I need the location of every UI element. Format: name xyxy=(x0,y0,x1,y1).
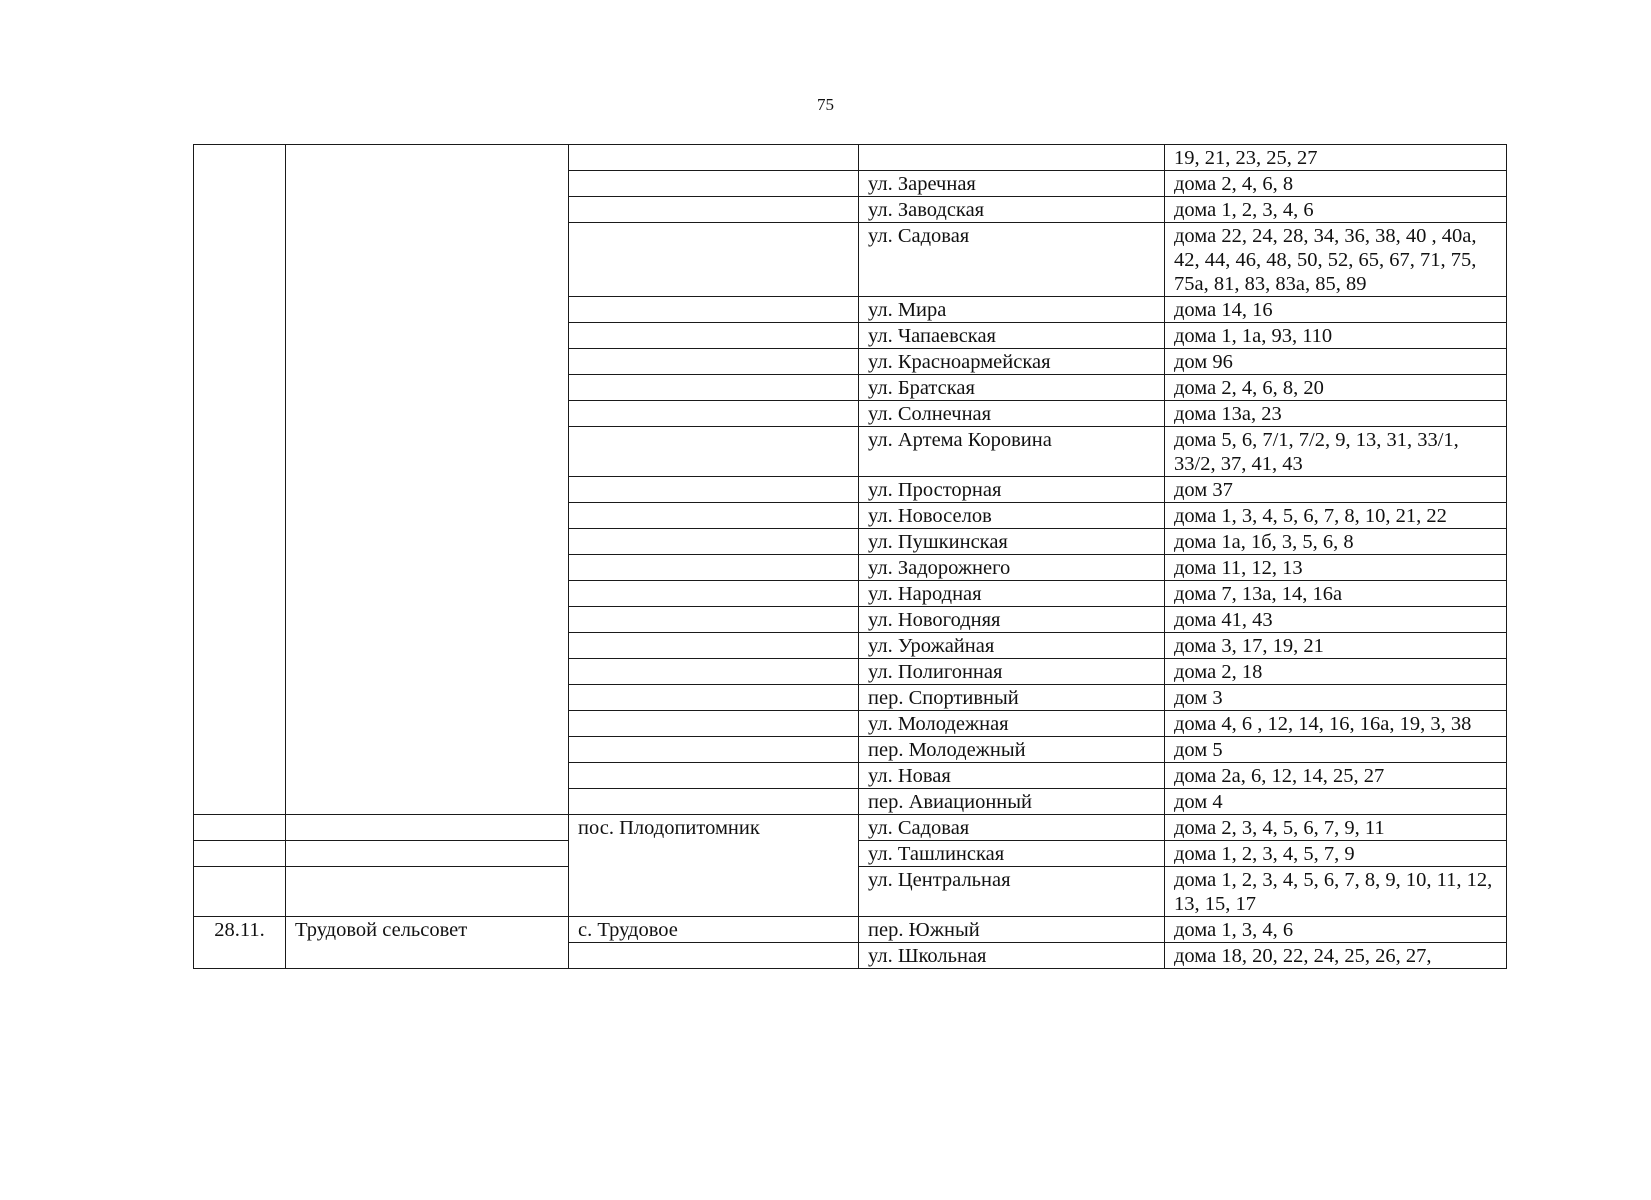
number-cell: 28.11. xyxy=(194,917,286,969)
houses-cell: дома 1, 3, 4, 5, 6, 7, 8, 10, 21, 22 xyxy=(1165,503,1507,529)
settlement-cell-empty xyxy=(569,555,859,581)
street-cell: ул. Заречная xyxy=(859,171,1165,197)
houses-cell: дома 41, 43 xyxy=(1165,607,1507,633)
settlement-cell-empty xyxy=(569,529,859,555)
settlement-cell-empty xyxy=(569,789,859,815)
street-cell: ул. Садовая xyxy=(859,223,1165,297)
settlement-cell-empty xyxy=(569,171,859,197)
houses-cell: дома 1, 2, 3, 4, 5, 6, 7, 8, 9, 10, 11, 12, 13, 15, 17 xyxy=(1165,867,1507,917)
houses-cell: дом 3 xyxy=(1165,685,1507,711)
settlement-cell-empty xyxy=(569,145,859,171)
street-cell: ул. Молодежная xyxy=(859,711,1165,737)
number-cell-empty xyxy=(194,145,286,815)
street-cell: ул. Красноармейская xyxy=(859,349,1165,375)
table-row xyxy=(194,815,1507,841)
settlement-cell-empty xyxy=(569,943,859,969)
council-cell-empty xyxy=(286,145,569,815)
street-cell: ул. Школьная xyxy=(859,943,1165,969)
council-cell-empty xyxy=(286,841,569,867)
houses-cell: дом 5 xyxy=(1165,737,1507,763)
houses-cell: дом 4 xyxy=(1165,789,1507,815)
settlement-cell-empty xyxy=(569,711,859,737)
houses-cell: дома 1, 1а, 93, 110 xyxy=(1165,323,1507,349)
council-cell-empty xyxy=(286,815,569,841)
street-cell: ул. Задорожнего xyxy=(859,555,1165,581)
street-cell: ул. Садовая xyxy=(859,815,1165,841)
council-cell: Трудовой сельсовет xyxy=(286,917,569,969)
street-cell: ул. Просторная xyxy=(859,477,1165,503)
street-cell: ул. Ташлинская xyxy=(859,841,1165,867)
settlement-cell-empty xyxy=(569,503,859,529)
houses-cell: дома 13а, 23 xyxy=(1165,401,1507,427)
houses-cell: дома 2, 18 xyxy=(1165,659,1507,685)
houses-cell: дома 1а, 1б, 3, 5, 6, 8 xyxy=(1165,529,1507,555)
street-cell: ул. Братская xyxy=(859,375,1165,401)
settlement-cell: пос. Плодопитомник xyxy=(569,815,859,917)
houses-cell: дома 11, 12, 13 xyxy=(1165,555,1507,581)
street-cell: ул. Пушкинская xyxy=(859,529,1165,555)
houses-cell: дома 1, 2, 3, 4, 6 xyxy=(1165,197,1507,223)
table-body xyxy=(194,145,1507,969)
settlement-cell-empty xyxy=(569,223,859,297)
settlement-cell-empty xyxy=(569,659,859,685)
houses-cell: дома 2а, 6, 12, 14, 25, 27 xyxy=(1165,763,1507,789)
settlement-cell-empty xyxy=(569,607,859,633)
table-row xyxy=(194,917,1507,943)
street-cell: ул. Солнечная xyxy=(859,401,1165,427)
number-cell-empty xyxy=(194,841,286,867)
settlement-cell-empty xyxy=(569,197,859,223)
street-cell: ул. Мира xyxy=(859,297,1165,323)
street-cell: ул. Народная xyxy=(859,581,1165,607)
street-cell xyxy=(859,145,1165,171)
settlement-cell-empty xyxy=(569,633,859,659)
houses-cell: дома 2, 4, 6, 8, 20 xyxy=(1165,375,1507,401)
houses-cell: дома 2, 3, 4, 5, 6, 7, 9, 11 xyxy=(1165,815,1507,841)
street-cell: ул. Новая xyxy=(859,763,1165,789)
houses-cell: дома 2, 4, 6, 8 xyxy=(1165,171,1507,197)
houses-cell: дома 22, 24, 28, 34, 36, 38, 40 , 40а, 42, 44, 46, 48, 50, 52, 65, 67, 71, 75, 75а, 81, 83, 83а, 85, 89 xyxy=(1165,223,1507,297)
houses-cell: дома 1, 2, 3, 4, 5, 7, 9 xyxy=(1165,841,1507,867)
houses-cell: дом 96 xyxy=(1165,349,1507,375)
address-table xyxy=(193,144,1507,969)
houses-cell: дома 4, 6 , 12, 14, 16, 16а, 19, 3, 38 xyxy=(1165,711,1507,737)
street-cell: ул. Артема Коровина xyxy=(859,427,1165,477)
settlement-cell-empty xyxy=(569,349,859,375)
settlement-cell: с. Трудовое xyxy=(569,917,859,943)
council-cell-empty xyxy=(286,867,569,917)
street-cell: пер. Молодежный xyxy=(859,737,1165,763)
street-cell: ул. Чапаевская xyxy=(859,323,1165,349)
street-cell: пер. Спортивный xyxy=(859,685,1165,711)
houses-cell: дома 3, 17, 19, 21 xyxy=(1165,633,1507,659)
street-cell: ул. Новоселов xyxy=(859,503,1165,529)
settlement-cell-empty xyxy=(569,323,859,349)
settlement-cell-empty xyxy=(569,763,859,789)
houses-cell: дом 37 xyxy=(1165,477,1507,503)
table-row xyxy=(194,145,1507,171)
settlement-cell-empty xyxy=(569,297,859,323)
street-cell: ул. Урожайная xyxy=(859,633,1165,659)
settlement-cell-empty xyxy=(569,477,859,503)
street-cell: ул. Центральная xyxy=(859,867,1165,917)
street-cell: пер. Авиационный xyxy=(859,789,1165,815)
settlement-cell-empty xyxy=(569,737,859,763)
houses-cell: дома 5, 6, 7/1, 7/2, 9, 13, 31, 33/1, 33/2, 37, 41, 43 xyxy=(1165,427,1507,477)
houses-cell: дома 14, 16 xyxy=(1165,297,1507,323)
settlement-cell-empty xyxy=(569,401,859,427)
number-cell-empty xyxy=(194,815,286,841)
houses-cell: дома 7, 13а, 14, 16а xyxy=(1165,581,1507,607)
settlement-cell-empty xyxy=(569,427,859,477)
houses-cell: дома 1, 3, 4, 6 xyxy=(1165,917,1507,943)
settlement-cell-empty xyxy=(569,685,859,711)
settlement-cell-empty xyxy=(569,375,859,401)
houses-cell: 19, 21, 23, 25, 27 xyxy=(1165,145,1507,171)
street-cell: ул. Новогодняя xyxy=(859,607,1165,633)
settlement-cell-empty xyxy=(569,581,859,607)
page-number: 75 xyxy=(817,95,834,114)
street-cell: ул. Заводская xyxy=(859,197,1165,223)
houses-cell: дома 18, 20, 22, 24, 25, 26, 27, xyxy=(1165,943,1507,969)
number-cell-empty xyxy=(194,867,286,917)
street-cell: ул. Полигонная xyxy=(859,659,1165,685)
street-cell: пер. Южный xyxy=(859,917,1165,943)
